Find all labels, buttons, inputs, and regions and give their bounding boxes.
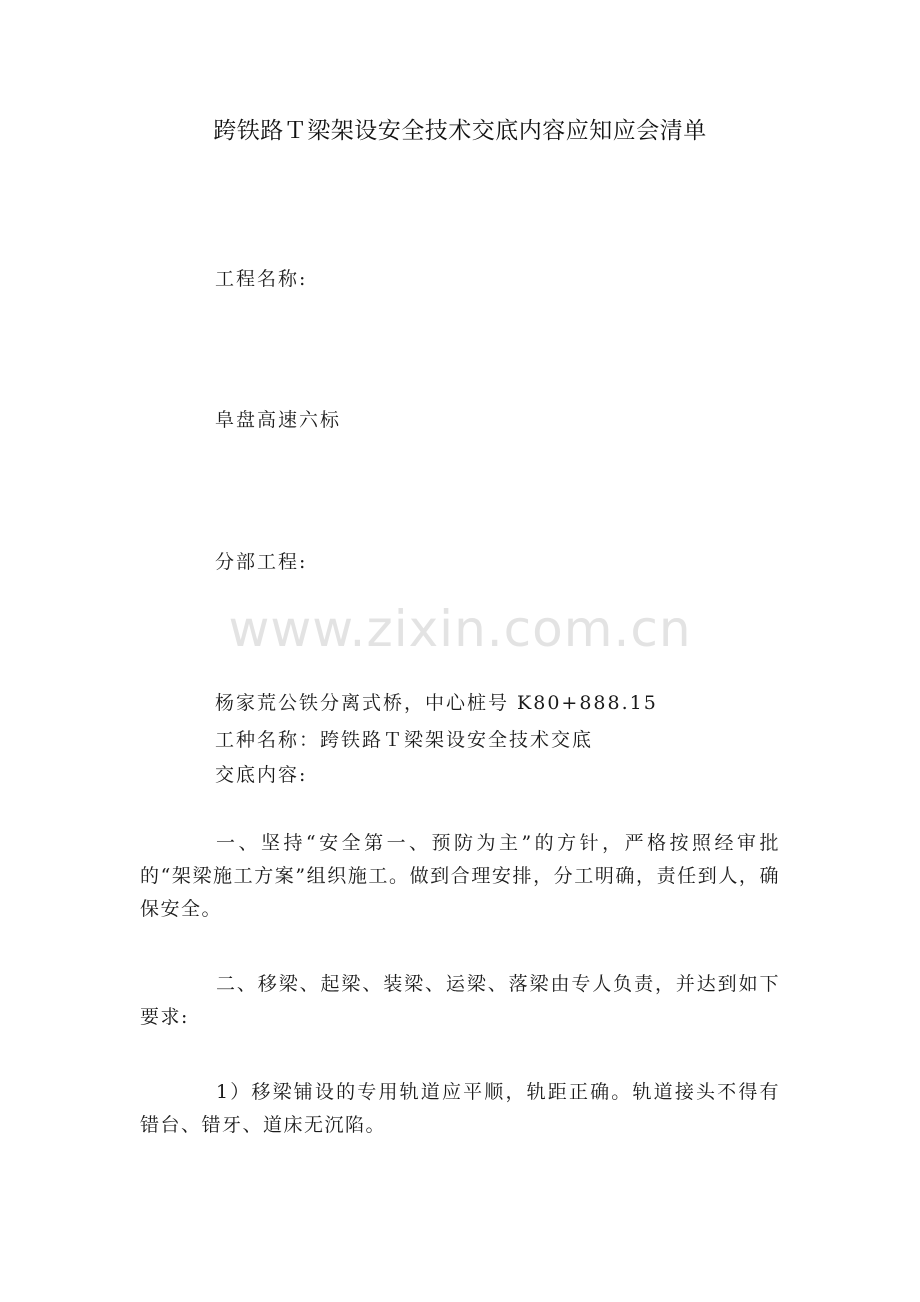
content-label: 交底内容:	[215, 764, 308, 786]
watermark: www.zixin.com.cn	[228, 600, 692, 658]
paragraph-3: 1）移梁铺设的专用轨道应平顺，轨距正确。轨道接头不得有错台、错牙、道床无沉陷。	[140, 1081, 780, 1136]
paragraph-2: 二、移梁、起梁、装梁、运梁、落梁由专人负责，并达到如下要求:	[140, 973, 780, 1028]
document-title: 跨铁路Ｔ梁架设安全技术交底内容应知应会清单	[213, 118, 707, 144]
subproject-value: 杨家荒公铁分离式桥，中心桩号 K80+888.15	[215, 692, 658, 714]
subproject-label: 分部工程:	[215, 551, 308, 573]
work-type: 工种名称：跨铁路Ｔ梁架设安全技术交底	[215, 729, 594, 751]
paragraph-1: 一、坚持“安全第一、预防为主”的方针，严格按照经审批的“架梁施工方案”组织施工。做到合理安排，分工明确，责任到人，确保安全。	[140, 832, 780, 920]
project-label: 工程名称:	[215, 268, 308, 290]
project-value: 阜盘高速六标	[215, 409, 342, 431]
